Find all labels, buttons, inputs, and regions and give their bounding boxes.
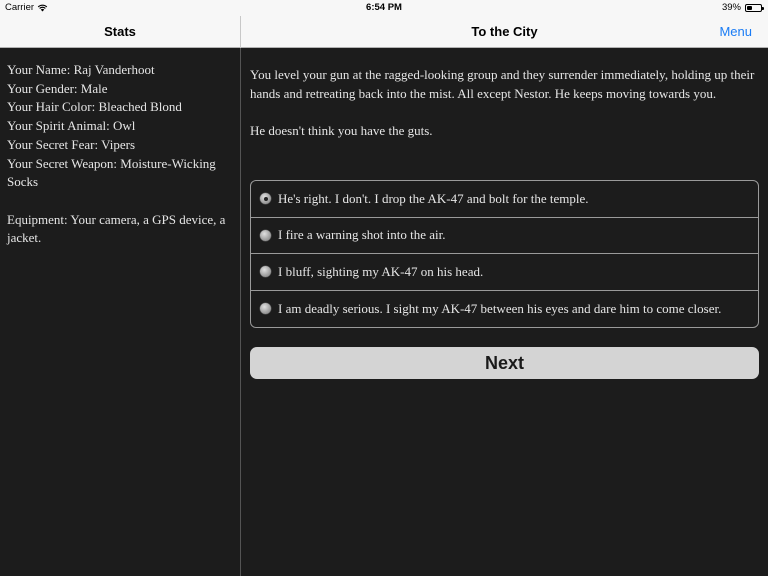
stat-spirit-animal: Your Spirit Animal: Owl xyxy=(7,118,136,134)
story-paragraph: He doesn't think you have the guts. xyxy=(250,123,433,138)
battery-percent: 39% xyxy=(721,2,741,13)
chapter-title: To the City xyxy=(471,24,538,39)
story-paragraph: You level your gun at the ragged-looking group and they surrender immediately, holding up their hands and retreating back into the mist. All except Nestor. He keeps moving towards you. xyxy=(250,67,755,101)
stats-title: Stats xyxy=(104,24,136,39)
choice-label: I fire a warning shot into the air. xyxy=(278,227,446,243)
next-button[interactable]: Next xyxy=(250,347,759,379)
choice-label: He's right. I don't. I drop the AK-47 and bolt for the temple. xyxy=(278,190,589,206)
choice-option[interactable] xyxy=(251,218,758,255)
menu-button[interactable]: Menu xyxy=(719,24,752,39)
choice-label: I bluff, sighting my AK-47 on his head. xyxy=(278,263,484,279)
radio-button-icon[interactable] xyxy=(260,266,271,277)
story-panel xyxy=(241,48,768,576)
stats-list xyxy=(7,61,233,248)
choice-list xyxy=(250,180,759,328)
status-bar xyxy=(0,0,768,16)
battery-tip xyxy=(762,7,764,10)
battery-indicator xyxy=(722,2,762,13)
radio-button-icon[interactable] xyxy=(260,193,271,204)
choice-option[interactable] xyxy=(251,291,758,328)
radio-button-icon[interactable] xyxy=(260,230,271,241)
stat-equipment: Equipment: Your camera, a GPS device, a jacket. xyxy=(7,211,226,246)
stat-secret-weapon: Your Secret Weapon: Moisture-Wicking Socks xyxy=(7,155,216,190)
battery-icon xyxy=(745,4,762,12)
battery-level-fill xyxy=(747,6,752,10)
stat-secret-fear: Your Secret Fear: Vipers xyxy=(7,136,136,152)
story-nav-bar xyxy=(241,16,768,48)
status-time: 6:54 PM xyxy=(366,2,402,13)
stat-hair-color: Your Hair Color: Bleached Blond xyxy=(7,99,182,115)
stat-gender: Your Gender: Male xyxy=(7,80,108,96)
radio-button-icon[interactable] xyxy=(260,303,271,314)
carrier-label: Carrier xyxy=(5,2,35,13)
choice-option[interactable] xyxy=(251,254,758,291)
choice-option[interactable] xyxy=(251,181,758,218)
stat-name: Your Name: Raj Vanderhoot xyxy=(7,62,155,77)
nav-divider xyxy=(240,16,241,48)
story-text xyxy=(250,65,762,158)
stats-nav-bar xyxy=(0,16,240,48)
stats-panel xyxy=(0,48,240,576)
choice-label: I am deadly serious. I sight my AK-47 between his eyes and dare him to come closer. xyxy=(278,300,722,316)
